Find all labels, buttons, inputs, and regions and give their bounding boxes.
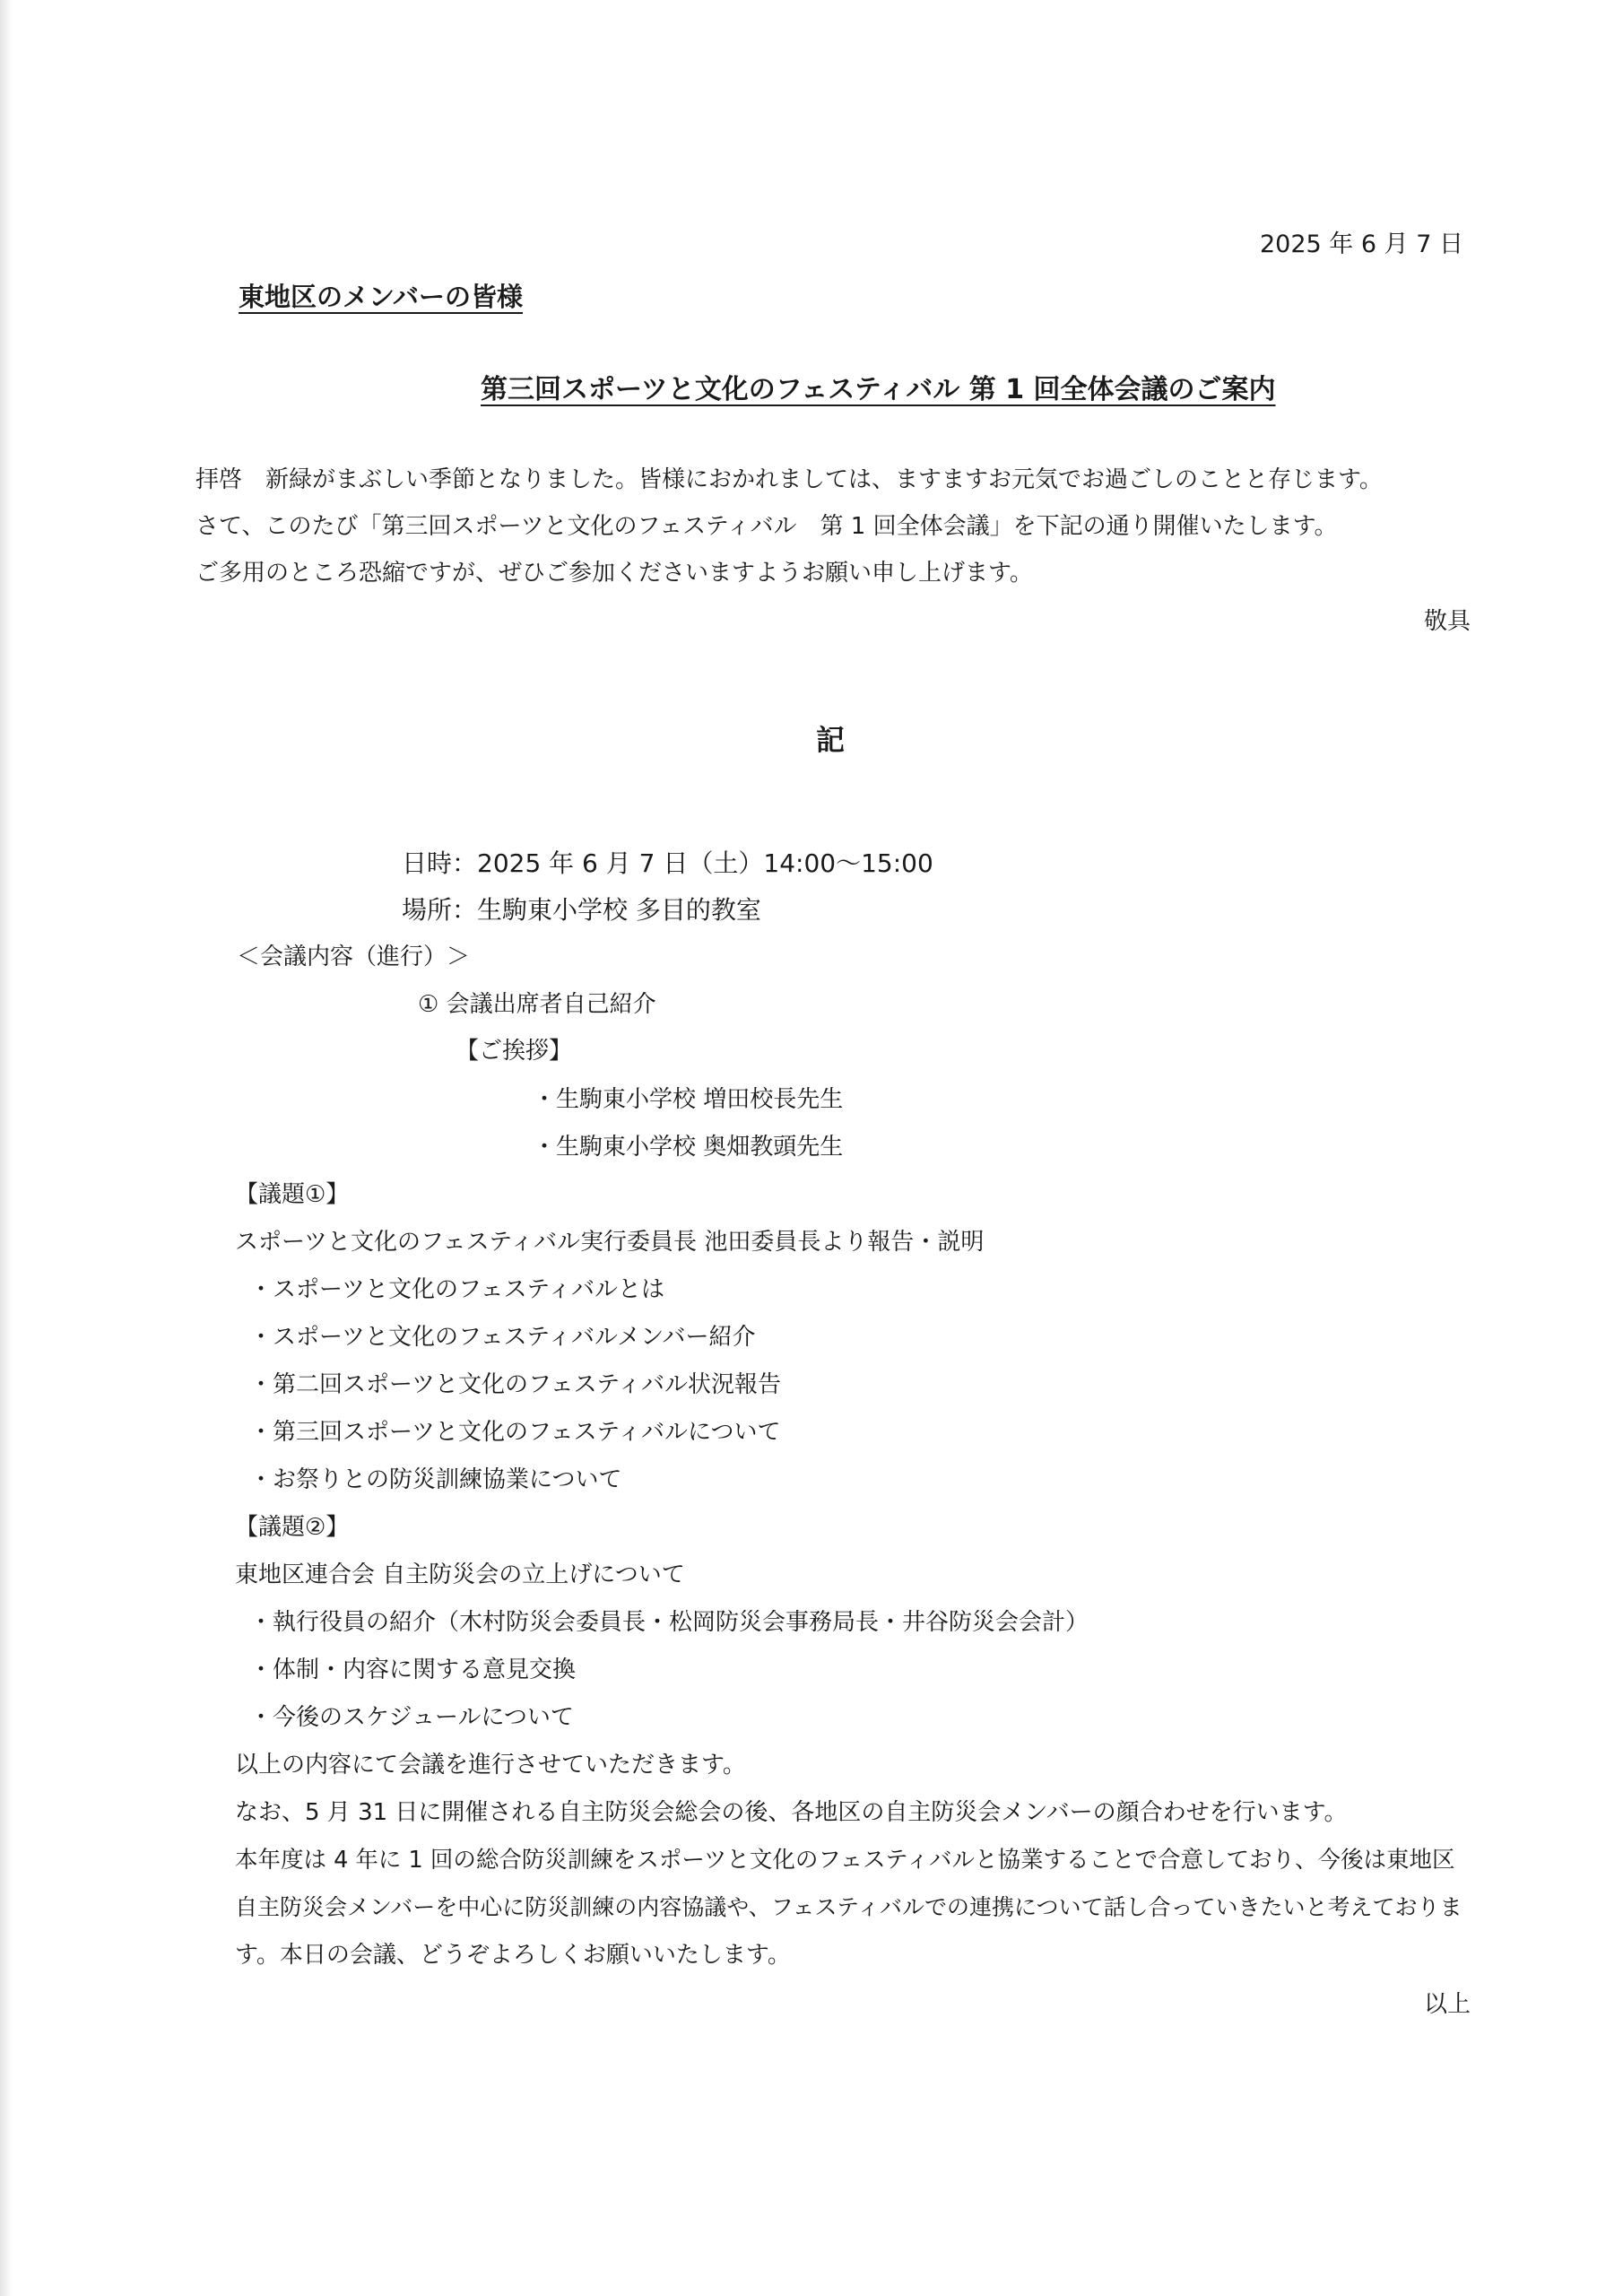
- topic1-item-5: ・お祭りとの防災訓練協業について: [249, 1466, 622, 1493]
- topic1-item-4: ・第三回スポーツと文化のフェスティバルについて: [249, 1419, 781, 1446]
- topic1-item-3: ・第二回スポーツと文化のフェスティバル状況報告: [249, 1371, 782, 1398]
- closing-line-2: なお、5 月 31 日に開催される自主防災会総会の後、各地区の自主防災会メンバーの顔合わせを行います。: [235, 1799, 1348, 1826]
- topic2-heading: 【議題②】: [235, 1514, 350, 1541]
- agenda-item-1: ① 会議出席者自己紹介: [418, 991, 656, 1018]
- topic2-lead: 東地区連合会 自主防災会の立上げについて: [235, 1561, 685, 1588]
- aisatsu-heading: 【ご挨拶】: [456, 1038, 573, 1065]
- closing-line-4: 自主防災会メンバーを中心に防災訓練の内容協議や、フェスティバルでの連携について話し合っていきたいと考えておりま: [235, 1894, 1462, 1920]
- closing-ijo: 以上: [1423, 1991, 1471, 2018]
- closing-line-3: 本年度は 4 年に 1 回の総合防災訓練をスポーツと文化のフェスティバルと協業することで合意しており、今後は東地区: [235, 1847, 1455, 1874]
- addressee: 東地区のメンバーの皆様: [239, 282, 523, 312]
- topic1-lead: スポーツと文化のフェスティバル実行委員長 池田委員長より報告・説明: [235, 1229, 985, 1256]
- greeter-1: ・生駒東小学校 増田校長先生: [533, 1086, 844, 1113]
- agenda-header: ＜会議内容（進行）＞: [237, 944, 471, 970]
- document-date: 2025 年 6 月 7 日: [1260, 230, 1463, 258]
- closing-line-5: す。本日の会議、どうぞよろしくお願いいたします。: [235, 1942, 791, 1969]
- topic2-item-3: ・今後のスケジュールについて: [249, 1704, 574, 1731]
- scan-edge: [0, 0, 13, 2296]
- topic1-item-2: ・スポーツと文化のフェスティバルメンバー紹介: [249, 1324, 756, 1351]
- topic1-item-1: ・スポーツと文化のフェスティバルとは: [249, 1276, 665, 1303]
- greeter-2: ・生駒東小学校 奥畑教頭先生: [533, 1134, 844, 1161]
- topic1-heading: 【議題①】: [235, 1181, 350, 1208]
- meeting-datetime: 日時：2025 年 6 月 7 日（土）14:00～15:00: [402, 848, 933, 878]
- meeting-place: 場所：生駒東小学校 多目的教室: [402, 895, 761, 925]
- greeting-line-2: さて、このたび「第三回スポーツと文化のフェスティバル 第 1 回全体会議」を下記の通り開催いたします。: [195, 513, 1338, 540]
- closing-keigu: 敬具: [1423, 608, 1471, 635]
- ki-heading: 記: [816, 723, 846, 757]
- greeting-line-3: ご多用のところ恐縮ですが、ぜひご参加くださいますようお願い申し上げます。: [195, 560, 1033, 587]
- greeting-line-1: 拝啓 新緑がまぶしい季節となりました。皆様におかれましては、ますますお元気でお過ごしのことと存じます。: [195, 466, 1383, 493]
- document-title: 第三回スポーツと文化のフェスティバル 第 1 回全体会議のご案内: [481, 374, 1276, 405]
- closing-line-1: 以上の内容にて会議を進行させていただきます。: [235, 1752, 746, 1779]
- topic2-item-1: ・執行役員の紹介（木村防災会委員長・松岡防災会事務局長・井谷防災会会計）: [249, 1609, 1089, 1636]
- topic2-item-2: ・体制・内容に関する意見交換: [249, 1657, 577, 1683]
